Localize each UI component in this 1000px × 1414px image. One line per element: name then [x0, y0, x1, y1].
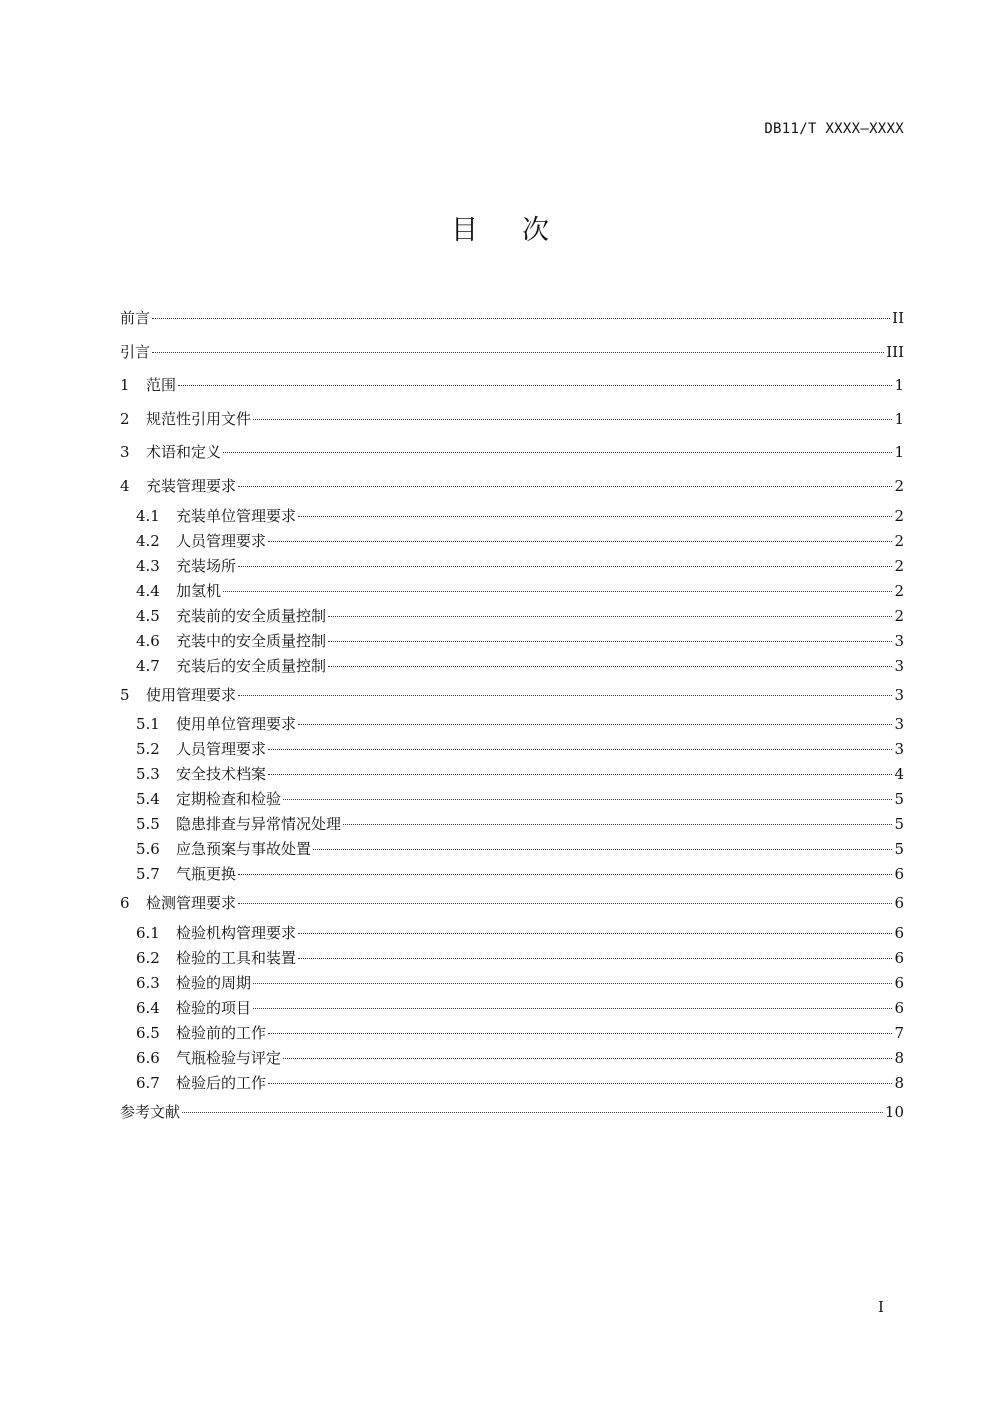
toc-entry-page: 1	[894, 443, 904, 462]
toc-entry-number: 4.6	[136, 631, 160, 650]
toc-entry-page: 2	[894, 506, 904, 525]
toc-entry-page: 10	[884, 1102, 904, 1121]
toc-dot-leader	[313, 849, 892, 850]
toc-entry-number: 2	[120, 409, 130, 428]
toc-entry[interactable]	[120, 1096, 904, 1130]
toc-entry-number: 5.6	[136, 840, 160, 859]
toc-title-char: 目	[451, 215, 478, 246]
toc-entry-label: 参考文献	[120, 1102, 181, 1121]
toc-entry-page: III	[886, 342, 904, 361]
toc-entry-label: 充装管理要求	[146, 476, 237, 495]
toc-dot-leader	[238, 486, 892, 487]
toc-entry[interactable]	[120, 887, 904, 921]
toc-dot-leader	[152, 318, 890, 319]
toc-entry[interactable]	[120, 762, 904, 787]
toc-entry-label: 人员管理要求	[176, 740, 267, 759]
toc-dot-leader	[298, 958, 892, 959]
toc-entry-label: 术语和定义	[146, 443, 222, 462]
toc-entry[interactable]	[120, 369, 904, 403]
toc-entry-label: 定期检查和检验	[176, 790, 282, 809]
toc-dot-leader	[182, 1112, 883, 1113]
toc-dot-leader	[253, 983, 892, 984]
toc-entry-number: 4.2	[136, 531, 160, 550]
toc-dot-leader	[283, 799, 892, 800]
toc-entry[interactable]	[120, 554, 904, 579]
toc-entry-page: 5	[894, 840, 904, 859]
toc-entry-number: 6.7	[136, 1073, 160, 1092]
toc-entry-number: 4.1	[136, 506, 160, 525]
toc-entry-number: 5.3	[136, 765, 160, 784]
toc-entry-page: 6	[894, 973, 904, 992]
toc-entry-number: 4.7	[136, 656, 160, 675]
toc-entry-page: 2	[894, 606, 904, 625]
toc-entry-page: 2	[894, 476, 904, 495]
toc-entry-page: 3	[894, 715, 904, 734]
toc-entry-number: 6.1	[136, 923, 160, 942]
toc-entry-page: 4	[894, 765, 904, 784]
toc-dot-leader	[253, 1008, 892, 1009]
toc-entry-label: 规范性引用文件	[146, 409, 252, 428]
toc-entry[interactable]	[120, 629, 904, 654]
toc-entry[interactable]	[120, 679, 904, 713]
toc-entry-page: 3	[894, 656, 904, 675]
toc-entry[interactable]	[120, 302, 904, 336]
page-number: I	[878, 1298, 884, 1316]
toc-entry-page: 8	[894, 1073, 904, 1092]
toc-entry-label: 范围	[146, 376, 177, 395]
toc-entry[interactable]	[120, 504, 904, 529]
toc-entry-label: 检验前的工作	[176, 1023, 267, 1042]
toc-dot-leader	[298, 933, 892, 934]
toc-entry-label: 气瓶更换	[176, 865, 237, 884]
toc-entry-number: 6	[120, 894, 130, 913]
toc-entry-number: 5.4	[136, 790, 160, 809]
toc-entry[interactable]	[120, 787, 904, 812]
toc-entry-number: 5.2	[136, 740, 160, 759]
toc-entry[interactable]	[120, 812, 904, 837]
toc-entry-label: 充装前的安全质量控制	[176, 606, 327, 625]
toc-entry-number: 5.5	[136, 815, 160, 834]
toc-dot-leader	[268, 1083, 892, 1084]
toc-entry-label: 充装场所	[176, 556, 237, 575]
toc-entry-label: 加氢机	[176, 581, 222, 600]
toc-entry[interactable]	[120, 1021, 904, 1046]
toc-entry-label: 检验的项目	[176, 998, 252, 1017]
toc-entry-label: 充装中的安全质量控制	[176, 631, 327, 650]
toc-entry-page: 2	[894, 581, 904, 600]
toc-entry-page: 6	[894, 948, 904, 967]
toc-entry-number: 6.4	[136, 998, 160, 1017]
toc-dot-leader	[268, 749, 892, 750]
toc-entry-label: 使用管理要求	[146, 685, 237, 704]
toc-title	[0, 208, 1000, 247]
toc-entry-label: 前言	[120, 309, 151, 327]
toc-entry-label: 检验的工具和装置	[176, 948, 297, 967]
toc-entry-number: 1	[120, 376, 130, 395]
toc-dot-leader	[328, 616, 892, 617]
toc-entry[interactable]	[120, 470, 904, 504]
toc-entry-page: 2	[894, 531, 904, 550]
toc-entry[interactable]	[120, 712, 904, 737]
toc-entry[interactable]	[120, 1046, 904, 1071]
toc-entry-page: 1	[894, 376, 904, 395]
toc-entry-page: 1	[894, 409, 904, 428]
toc-entry-page: 3	[894, 631, 904, 650]
toc-entry-label: 引言	[120, 342, 151, 361]
toc-entry[interactable]	[120, 336, 904, 370]
toc-entry-number: 4.5	[136, 606, 160, 625]
table-of-contents	[120, 302, 904, 1129]
toc-entry-label: 检测管理要求	[146, 894, 237, 913]
toc-entry-label: 充装单位管理要求	[176, 506, 297, 525]
toc-entry-page: 5	[894, 790, 904, 809]
toc-entry[interactable]	[120, 996, 904, 1021]
toc-dot-leader	[238, 874, 892, 875]
toc-entry-page: 2	[894, 556, 904, 575]
toc-dot-leader	[238, 903, 892, 904]
toc-dot-leader	[223, 591, 892, 592]
toc-entry[interactable]	[120, 436, 904, 470]
toc-dot-leader	[178, 385, 892, 386]
toc-entry[interactable]	[120, 654, 904, 679]
toc-entry[interactable]	[120, 403, 904, 437]
toc-entry-label: 充装后的安全质量控制	[176, 656, 327, 675]
toc-dot-leader	[283, 1058, 892, 1059]
toc-entry-number: 4.4	[136, 581, 160, 600]
toc-entry-number: 4.3	[136, 556, 160, 575]
toc-dot-leader	[268, 1033, 892, 1034]
toc-entry-page: 3	[894, 685, 904, 704]
toc-entry-page: 3	[894, 740, 904, 759]
toc-entry-label: 安全技术档案	[176, 765, 267, 784]
toc-entry-page: 8	[894, 1048, 904, 1067]
toc-entry-number: 6.5	[136, 1023, 160, 1042]
toc-entry-label: 气瓶检验与评定	[176, 1048, 282, 1067]
toc-dot-leader	[328, 666, 892, 667]
toc-entry-number: 5.7	[136, 865, 160, 884]
toc-dot-leader	[268, 774, 892, 775]
toc-entry[interactable]	[120, 971, 904, 996]
toc-entry[interactable]	[120, 737, 904, 762]
toc-entry[interactable]	[120, 837, 904, 862]
toc-entry[interactable]	[120, 921, 904, 946]
toc-entry-page: 7	[894, 1023, 904, 1042]
toc-entry-label: 隐患排查与异常情况处理	[176, 815, 342, 834]
toc-entry-page: II	[892, 309, 904, 327]
toc-entry-label: 使用单位管理要求	[176, 715, 297, 734]
toc-entry[interactable]	[120, 579, 904, 604]
toc-dot-leader	[328, 641, 892, 642]
toc-dot-leader	[268, 541, 892, 542]
document-code: DB11/T XXXX—XXXX	[764, 121, 904, 137]
toc-entry-label: 检验机构管理要求	[176, 923, 297, 942]
toc-dot-leader	[253, 419, 892, 420]
toc-entry-label: 检验的周期	[176, 973, 252, 992]
toc-title-char: 次	[522, 215, 549, 246]
toc-dot-leader	[298, 516, 892, 517]
toc-entry-number: 6.6	[136, 1048, 160, 1067]
toc-entry[interactable]	[120, 862, 904, 887]
toc-dot-leader	[238, 695, 892, 696]
toc-entry-page: 6	[894, 923, 904, 942]
toc-entry-number: 4	[120, 476, 130, 495]
toc-entry-number: 6.3	[136, 973, 160, 992]
toc-entry-number: 5.1	[136, 715, 160, 734]
toc-entry-page: 6	[894, 865, 904, 884]
toc-entry[interactable]	[120, 529, 904, 554]
toc-entry[interactable]	[120, 1071, 904, 1096]
toc-dot-leader	[223, 452, 892, 453]
toc-entry-page: 5	[894, 815, 904, 834]
toc-entry-label: 检验后的工作	[176, 1073, 267, 1092]
toc-entry-number: 6.2	[136, 948, 160, 967]
toc-dot-leader	[298, 724, 892, 725]
toc-entry-page: 6	[894, 998, 904, 1017]
toc-entry-page: 6	[894, 894, 904, 913]
toc-entry-number: 5	[120, 685, 130, 704]
toc-entry-label: 人员管理要求	[176, 531, 267, 550]
toc-dot-leader	[152, 352, 884, 353]
toc-dot-leader	[343, 824, 892, 825]
toc-entry[interactable]	[120, 604, 904, 629]
toc-dot-leader	[238, 566, 892, 567]
toc-entry-number: 3	[120, 443, 130, 462]
toc-entry[interactable]	[120, 946, 904, 971]
toc-entry-label: 应急预案与事故处置	[176, 840, 312, 859]
